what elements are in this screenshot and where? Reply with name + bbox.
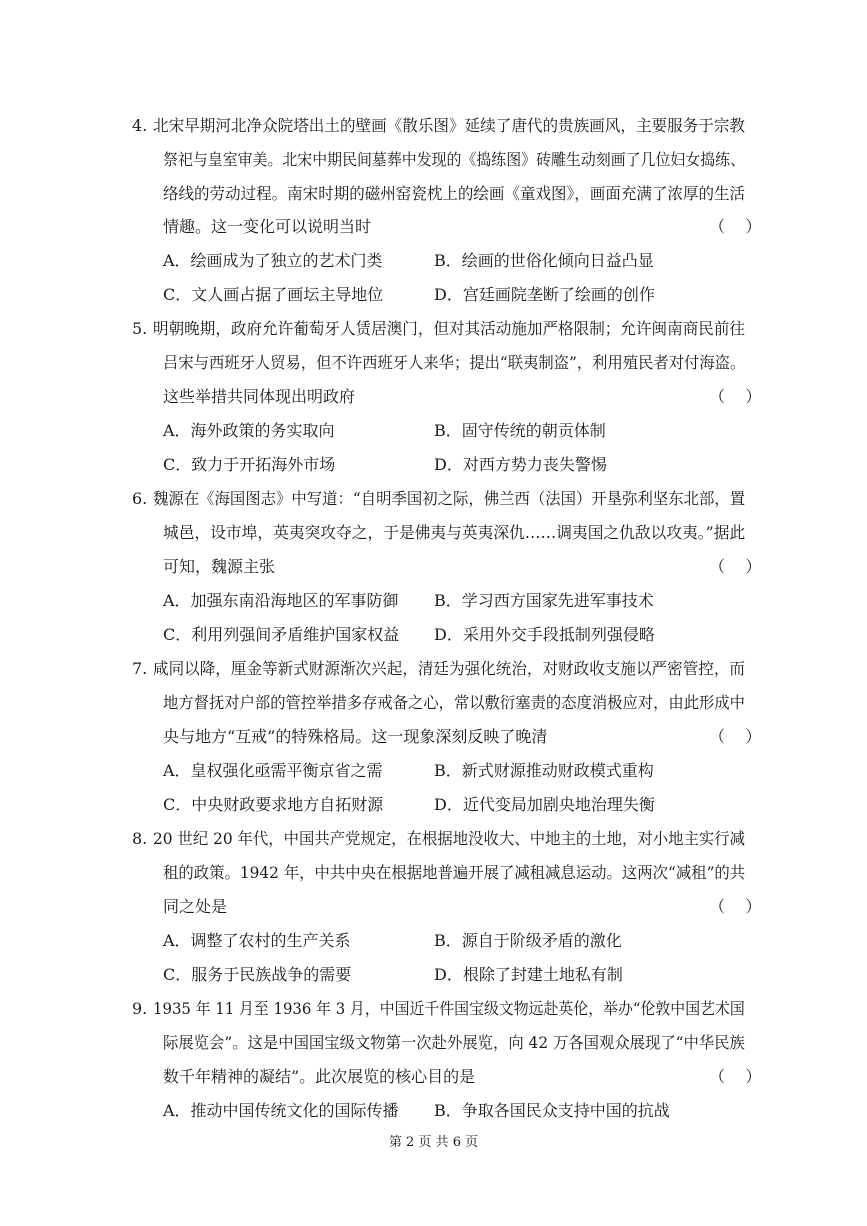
option-b: B．新式财源推动财政模式重构 [434, 761, 654, 780]
option-d: D．近代变局加剧央地治理失衡 [434, 795, 655, 814]
question-text-line: 央与地方“互戒”的特殊格局。这一现象深刻反映了晚清 [163, 727, 548, 746]
question-number: 9. [132, 999, 148, 1018]
option-c: C．文人画占据了画坛主导地位 [163, 285, 384, 304]
question-number: 8. [132, 829, 148, 848]
question-number: 6. [132, 489, 148, 508]
option-d: D．宫廷画院垄断了绘画的创作 [434, 285, 655, 304]
option-c: C．利用列强间矛盾维护国家权益 [163, 625, 400, 644]
option-b: B．固守传统的朝贡体制 [434, 421, 606, 440]
question-text-line: 际展览会”。这是中国国宝级文物第一次赴外展览，向 42 万各国观众展现了“中华民族 [163, 1033, 745, 1052]
option-a: A．皇权强化亟需平衡京省之需 [163, 761, 383, 780]
option-a: A．绘画成为了独立的艺术门类 [163, 251, 383, 270]
option-a: A．加强东南沿海地区的军事防御 [163, 591, 399, 610]
question-text-line: 20 世纪 20 年代，中国共产党规定，在根据地没收大、中地主的土地，对小地主实行减 [153, 829, 745, 848]
answer-bracket: （ ） [709, 217, 762, 236]
question-number: 7. [132, 659, 148, 678]
answer-bracket: （ ） [709, 557, 762, 576]
option-d: D．采用外交手段抵制列强侵略 [434, 625, 655, 644]
question-text-line: 这些举措共同体现出明政府 [163, 387, 356, 406]
question-text-line: 可知，魏源主张 [163, 557, 276, 576]
question-text-line: 吕宋与西班牙人贸易，但不许西班牙人来华；提出“联夷制盗”，利用殖民者对付海盗。 [163, 353, 746, 372]
question-text-line: 北宋早期河北净众院塔出土的壁画《散乐图》延续了唐代的贵族画风，主要服务于宗教 [153, 116, 746, 135]
option-b: B．绘画的世俗化倾向日益凸显 [434, 251, 654, 270]
option-d: D．根除了封建土地私有制 [434, 965, 623, 984]
question-text-line: 租的政策。1942 年，中共中央在根据地普遍开展了减租减息运动。这两次“减租”的共 [163, 863, 746, 882]
answer-bracket: （ ） [709, 1067, 762, 1086]
page-footer: 第 2 页 共 6 页 [388, 1135, 479, 1150]
option-d: D．对西方势力丧失警惕 [434, 455, 607, 474]
option-a: A．海外政策的务实取向 [163, 421, 335, 440]
question-text-line: 1935 年 11 月至 1936 年 3 月，中国近千件国宝级文物远赴英伦，举办“伦敦中国艺术国 [153, 999, 745, 1018]
option-b: B．学习西方国家先进军事技术 [434, 591, 654, 610]
question-text-line: 地方督抚对户部的管控举措多存戒备之心，常以敷衍塞责的态度消极应对，由此形成中 [163, 693, 745, 712]
answer-bracket: （ ） [709, 897, 762, 916]
question-number: 5. [132, 319, 148, 338]
option-b: B．争取各国民众支持中国的抗战 [434, 1101, 670, 1120]
question-text-line: 城邑，设市埠，英夷突攻夺之，于是佛夷与英夷深仇……调夷国之仇敌以攻夷。”据此 [163, 523, 746, 542]
question-number: 4. [132, 116, 148, 135]
question-text-line: 明朝晚期，政府允许葡萄牙人赁居澳门，但对其活动施加严格限制；允许闽南商民前往 [153, 319, 746, 338]
question-text-line: 咸同以降，厘金等新式财源渐次兴起，清廷为强化统治，对财政收支施以严密管控，而 [153, 659, 746, 678]
option-c: C．致力于开拓海外市场 [163, 455, 336, 474]
question-text-line: 祭祀与皇室审美。北宋中期民间墓葬中发现的《捣练图》砖雕生动刻画了几位妇女捣练、 [163, 150, 746, 169]
question-text-line: 同之处是 [163, 897, 228, 916]
option-c: C．中央财政要求地方自拓财源 [163, 795, 384, 814]
option-c: C．服务于民族战争的需要 [163, 965, 352, 984]
question-text-line: 情趣。这一变化可以说明当时 [163, 217, 372, 236]
option-b: B．源自于阶级矛盾的激化 [434, 931, 622, 950]
answer-bracket: （ ） [709, 727, 762, 746]
question-text-line: 数千年精神的凝结”。此次展览的核心目的是 [163, 1067, 476, 1086]
question-text-line: 魏源在《海国图志》中写道：“自明季国初之际，佛兰西（法国）开垦弥利坚东北部，置 [153, 489, 746, 508]
option-a: A．推动中国传统文化的国际传播 [163, 1101, 399, 1120]
answer-bracket: （ ） [709, 387, 762, 406]
option-a: A．调整了农村的生产关系 [163, 931, 351, 950]
question-text-line: 络线的劳动过程。南宋时期的磁州窑瓷枕上的绘画《童戏图》，画面充满了浓厚的生活 [163, 184, 746, 203]
